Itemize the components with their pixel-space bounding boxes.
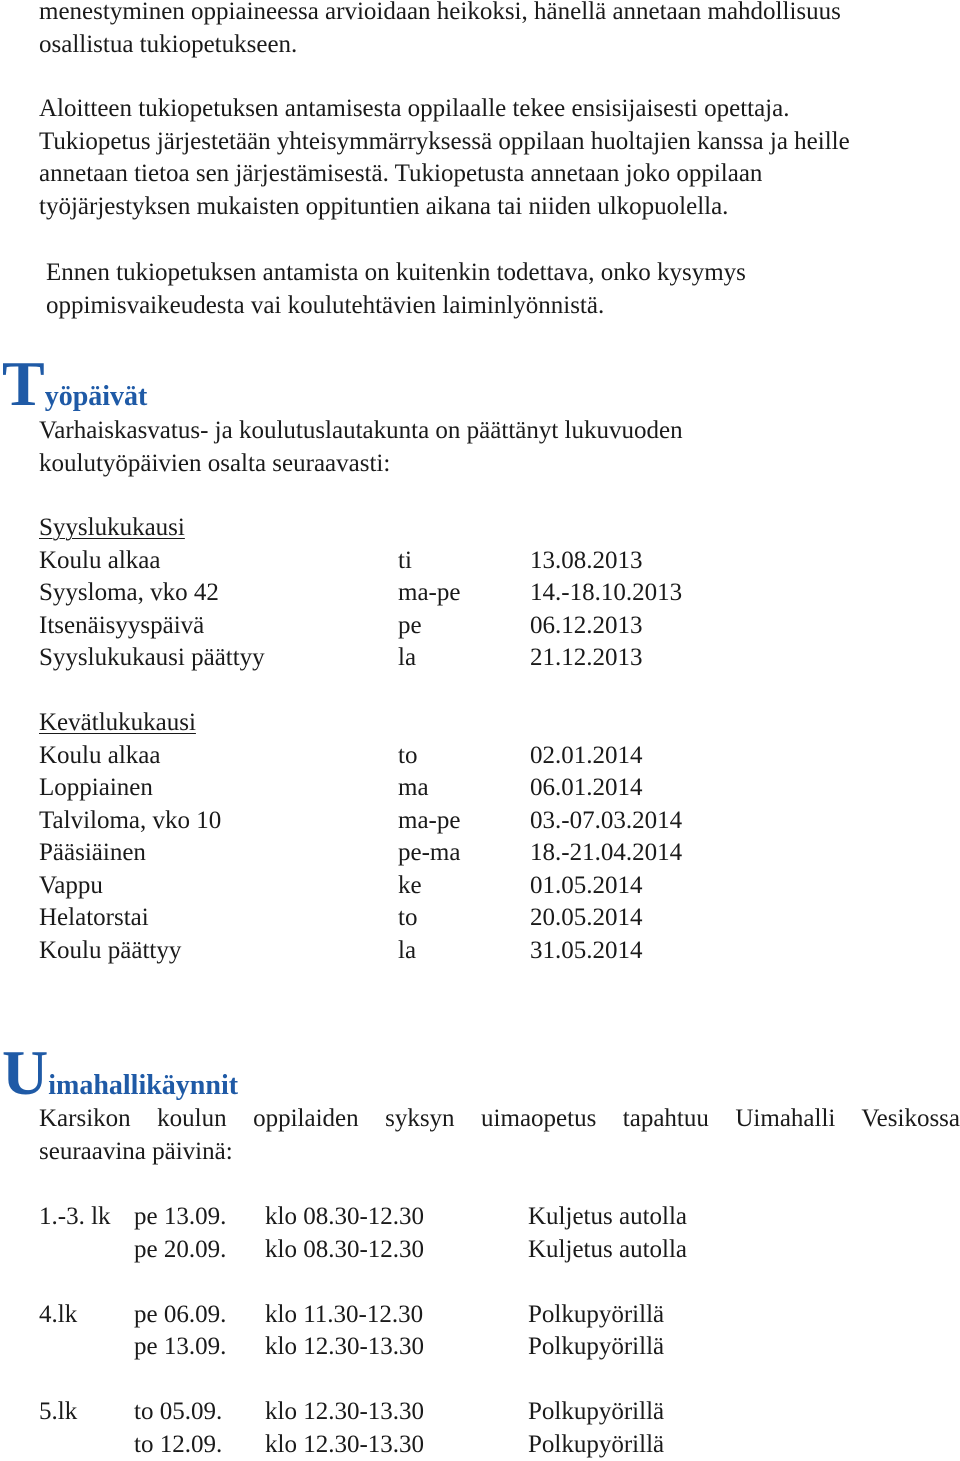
swim-time: klo 12.30-13.30 [265,1333,425,1360]
swim-time: klo 08.30-12.30 [265,1235,425,1263]
swim-time: klo 12.30-13.30 [265,1430,425,1458]
text-line: työjärjestyksen mukaisten oppituntien aikana tai niiden ulkopuolella. [39,192,729,220]
swim-date: to 05.09. [134,1398,223,1425]
schedule-row [39,545,739,578]
event-name: Helatorstai [39,904,149,931]
text-line: menestyminen oppiaineessa arvioidaan heikoksi, hänellä annetaan mahdollisuus [39,0,841,25]
heading-rest: imahallikäynnit [48,1070,239,1101]
event-date: 03.-07.03.2014 [530,806,683,834]
swim-group-grade-1-3 [39,1201,739,1266]
event-name: Syyslukukausi päättyy [39,644,265,671]
swim-row [39,1396,739,1429]
spring-term-title: Kevätlukukausi [39,709,196,736]
swim-group-grade-4 [39,1299,739,1364]
schedule-row [39,772,739,805]
event-name: Syysloma, vko 42 [39,579,219,606]
workdays-intro [39,415,683,480]
text-line: Ennen tukiopetuksen antamista on kuitenkin todettava, onko kysymys [46,259,746,286]
schedule-row [39,610,739,643]
weekday: ke [398,871,422,899]
spring-term-section [39,707,739,967]
text-line: Varhaiskasvatus- ja koulutuslautakunta on päättänyt lukuvuoden [39,417,683,444]
weekday: pe [398,611,422,639]
schedule-row [39,740,739,773]
text-line: Karsikon koulun oppilaiden syksyn uimaopetus tapahtuu Uimahalli Vesikossa [39,1105,960,1132]
text-line: seuraavina päivinä: [39,1137,233,1165]
autumn-term-title: Syyslukukausi [39,514,185,541]
event-date: 06.01.2014 [530,774,643,801]
event-name: Koulu alkaa [39,546,161,574]
weekday: ti [398,546,412,574]
schedule-row [39,642,739,675]
swim-date: pe 20.09. [134,1235,227,1263]
workdays-heading [2,348,148,419]
event-name: Loppiainen [39,774,153,801]
weekday: ma-pe [398,579,461,606]
swimming-intro [39,1103,960,1168]
intro-paragraph-1 [39,0,841,61]
schedule-row [39,935,739,968]
weekday: la [398,936,417,964]
swim-row [39,1429,739,1461]
event-date: 14.-18.10.2013 [530,579,683,606]
schedule-row [39,870,739,903]
event-date: 02.01.2014 [530,741,643,769]
swim-date: pe 06.09. [134,1300,227,1328]
weekday: la [398,644,417,671]
grade: 1.-3. lk [39,1203,111,1230]
heading-initial: T [2,348,45,419]
swim-date: pe 13.09. [134,1203,227,1230]
transport: Polkupyörillä [528,1300,665,1328]
swim-row [39,1201,739,1234]
schedule-row [39,577,739,610]
autumn-term-section [39,512,739,675]
event-date: 20.05.2014 [530,904,643,931]
swim-row [39,1234,739,1267]
transport: Polkupyörillä [528,1398,665,1425]
event-name: Koulu alkaa [39,741,161,769]
event-date: 21.12.2013 [530,644,643,671]
text-line: Aloitteen tukiopetuksen antamisesta oppilaalle tekee ensisijaisesti opettaja. [39,95,790,122]
grade: 5.lk [39,1398,78,1425]
event-date: 18.-21.04.2014 [530,839,683,866]
swimming-heading [2,1037,239,1108]
text-line: osallistua tukiopetukseen. [39,30,298,58]
text-line: Tukiopetus järjestetään yhteisymmärryksessä oppilaan huoltajien kanssa ja heille [39,127,850,155]
weekday: ma [398,774,429,801]
event-name: Koulu päättyy [39,936,182,964]
event-date: 31.05.2014 [530,936,643,964]
schedule-row [39,805,739,838]
text-line: oppimisvaikeudesta vai koulutehtävien laiminlyönnistä. [46,291,605,319]
intro-paragraph-2 [39,93,850,223]
weekday: ma-pe [398,806,461,834]
swim-time: klo 08.30-12.30 [265,1203,425,1230]
transport: Polkupyörillä [528,1430,665,1458]
heading-rest: yöpäivät [44,381,148,412]
swim-row [39,1331,739,1364]
grade: 4.lk [39,1300,78,1328]
event-name: Pääsiäinen [39,839,146,866]
schedule-row [39,902,739,935]
transport: Kuljetus autolla [528,1235,687,1263]
event-date: 06.12.2013 [530,611,643,639]
swim-date: pe 13.09. [134,1333,227,1360]
swim-group-grade-5 [39,1396,739,1461]
swim-time: klo 12.30-13.30 [265,1398,425,1425]
transport: Kuljetus autolla [528,1203,687,1230]
text-line: annetaan tietoa sen järjestämisestä. Tukiopetusta annetaan joko oppilaan [39,160,763,187]
swim-row [39,1299,739,1332]
event-name: Vappu [39,871,103,899]
event-name: Itsenäisyyspäivä [39,611,205,639]
intro-paragraph-3 [46,257,746,322]
swimming-schedule [39,1201,739,1461]
text-line: koulutyöpäivien osalta seuraavasti: [39,449,391,477]
swim-time: klo 11.30-12.30 [265,1300,424,1328]
transport: Polkupyörillä [528,1333,665,1360]
weekday: to [398,904,418,931]
event-name: Talviloma, vko 10 [39,806,222,834]
heading-initial: U [2,1037,49,1108]
schedule-row [39,837,739,870]
event-date: 01.05.2014 [530,871,643,899]
weekday: pe-ma [398,839,461,866]
swim-date: to 12.09. [134,1430,223,1458]
weekday: to [398,741,418,769]
event-date: 13.08.2013 [530,546,643,574]
